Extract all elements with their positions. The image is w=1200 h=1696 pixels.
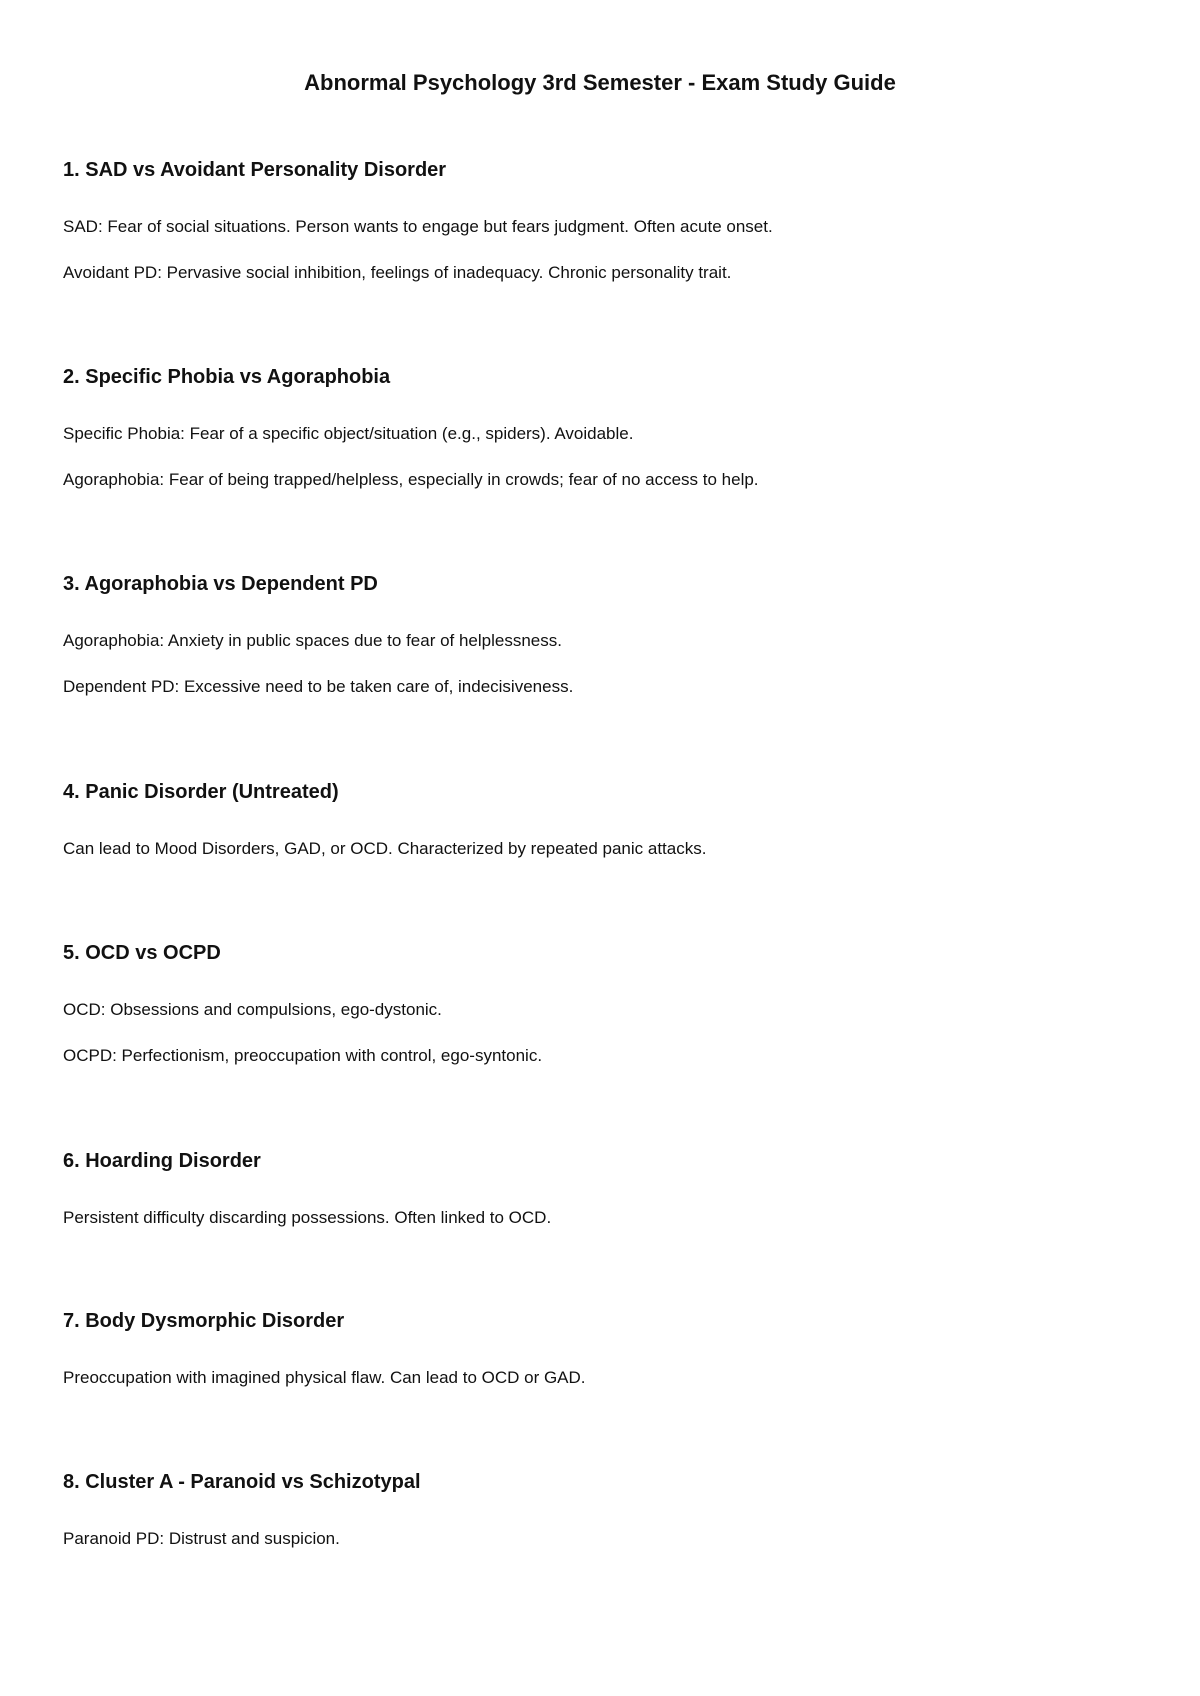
section-heading: 2. Specific Phobia vs Agoraphobia xyxy=(63,366,391,388)
section-heading: 5. OCD vs OCPD xyxy=(63,942,221,964)
section-text-line: Persistent difficulty discarding possessions. Often linked to OCD. xyxy=(63,1208,552,1227)
section-text-line: SAD: Fear of social situations. Person wants to engage but fears judgment. Often acute onset. xyxy=(63,217,773,236)
section-body-dysmorphic xyxy=(63,1309,1143,1413)
section-text-line: Agoraphobia: Fear of being trapped/helpless, especially in crowds; fear of no access to help. xyxy=(63,470,759,489)
section-text-line: Avoidant PD: Pervasive social inhibition, feelings of inadequacy. Chronic personality trait. xyxy=(63,263,732,282)
section-text-line: OCD: Obsessions and compulsions, ego-dystonic. xyxy=(63,1000,442,1019)
section-phobia-vs-agoraphobia xyxy=(63,365,1143,515)
section-text-line: Specific Phobia: Fear of a specific object/situation (e.g., spiders). Avoidable. xyxy=(63,424,634,443)
section-text-line: Can lead to Mood Disorders, GAD, or OCD. Characterized by repeated panic attacks. xyxy=(63,839,707,858)
document-title: Abnormal Psychology 3rd Semester - Exam Study Guide xyxy=(304,70,896,95)
section-heading: 1. SAD vs Avoidant Personality Disorder xyxy=(63,159,447,181)
section-heading: 6. Hoarding Disorder xyxy=(63,1150,261,1172)
section-panic-disorder xyxy=(63,780,1143,884)
section-text-line: Paranoid PD: Distrust and suspicion. xyxy=(63,1529,340,1548)
section-hoarding-disorder xyxy=(63,1149,1143,1253)
section-heading: 3. Agoraphobia vs Dependent PD xyxy=(63,573,378,595)
section-agoraphobia-vs-dependent xyxy=(63,572,1143,722)
section-heading: 7. Body Dysmorphic Disorder xyxy=(63,1310,345,1332)
section-text-line: Dependent PD: Excessive need to be taken care of, indecisiveness. xyxy=(63,677,574,696)
section-sad-vs-avoidant xyxy=(63,158,1143,308)
section-text-line: Agoraphobia: Anxiety in public spaces due to fear of helplessness. xyxy=(63,631,562,650)
section-text-line: OCPD: Perfectionism, preoccupation with control, ego-syntonic. xyxy=(63,1046,543,1065)
section-heading: 8. Cluster A - Paranoid vs Schizotypal xyxy=(63,1471,421,1493)
section-ocd-vs-ocpd xyxy=(63,941,1143,1091)
section-text-line: Preoccupation with imagined physical flaw. Can lead to OCD or GAD. xyxy=(63,1368,586,1387)
section-cluster-a xyxy=(63,1470,1143,1574)
section-heading: 4. Panic Disorder (Untreated) xyxy=(63,781,339,803)
